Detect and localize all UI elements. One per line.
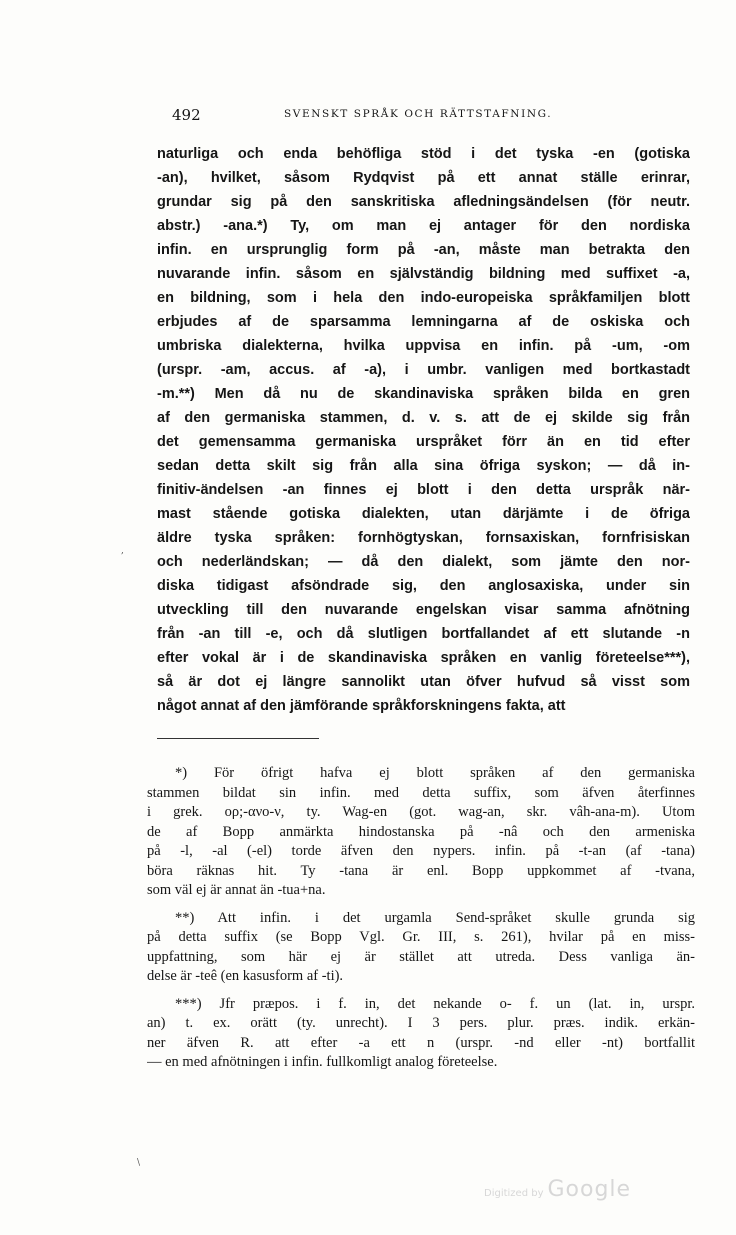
text-line: -m.**) Men då nu de skandinaviska språken bilda en gren <box>157 386 690 402</box>
footnote-separator <box>157 738 319 739</box>
footnote-gap <box>147 987 695 995</box>
text-line: utveckling till den nuvarande engelskan visar samma afnötning <box>157 602 690 618</box>
footnote-gap <box>147 901 695 909</box>
google-logo: Google <box>547 1177 632 1202</box>
text-line: diska tidigast afsöndrade sig, den anglosaxiska, under sin <box>157 578 690 594</box>
margin-mark: \ <box>137 1158 141 1168</box>
footnote-line: på detta suffix (se Bopp Vgl. Gr. III, s. 261), hvilar på en miss- <box>147 929 695 945</box>
text-line: och nederländskan; — då den dialekt, som jämte den nor- <box>157 554 690 570</box>
text-line: erbjudes af de sparsamma lemningarna af de oskiska och <box>157 314 690 330</box>
watermark <box>484 1177 631 1202</box>
footnote-line: som väl ej är annat än -tua+na. <box>147 882 326 898</box>
footnote-line: i grek. ορ;-ανο-ν, ty. Wag-en (got. wag-an, skr. vâh-ana-m). Utom <box>147 804 695 820</box>
text-line: infin. en ursprunglig form på -an, måste man betrakta den <box>157 242 690 258</box>
footnote-line: **) Att infin. i det urgamla Send-språket skulle grunda sig <box>175 909 695 926</box>
text-line: efter vokal är i de skandinaviska språken en vanlig företeelse***), <box>157 650 690 666</box>
footnote-line: stammen bildat sin infin. med detta suffix, som äfven återfinnes <box>147 784 695 801</box>
text-line: grundar sig på den sanskritiska afledningsändelsen (för neutr. <box>157 194 690 210</box>
watermark-prefix: Digitized by <box>484 1188 544 1199</box>
text-line: från -an till -e, och då slutligen bortfallandet af ett slutande -n <box>157 626 690 642</box>
text-line: något annat af den jämförande språkforskningens fakta, att <box>157 698 566 714</box>
page-number: 492 <box>172 106 201 124</box>
footnotes <box>147 764 695 1073</box>
text-line: umbriska dialekterna, hvilka uppvisa en infin. på -um, -om <box>157 338 690 354</box>
footnote-line: böra räknas hit. Ty -tana är enl. Bopp uppkommet af -tvana, <box>147 862 695 879</box>
running-title: SVENSKT SPRÅK OCH RÄTTSTAFNING. <box>284 108 553 120</box>
text-line: äldre tyska språken: fornhögtyskan, fornsaxiskan, fornfrisiskan <box>157 530 690 546</box>
footnote-line: an) t. ex. orätt (ty. unrecht). I 3 pers. plur. præs. indik. erkän- <box>147 1015 695 1031</box>
footnote-line: ner äfven R. att efter -a ett n (urspr. -nd eller -nt) bortfallit <box>147 1034 695 1051</box>
footnote-line: *) För öfrigt hafva ej blott språken af den germaniska <box>175 765 695 781</box>
text-line: abstr.) -ana.*) Ty, om man ej antager för den nordiska <box>157 218 690 234</box>
text-line: så är dot ej längre sannolikt utan öfver hufvud så visst som <box>157 674 690 690</box>
text-line: af den germaniska stammen, d. v. s. att de ej skilde sig från <box>157 410 690 426</box>
footnote-line: uppfattning, som här ej är stället att utreda. Dess vanliga än- <box>147 948 695 965</box>
footnote-fn3 <box>147 995 695 1073</box>
main-text <box>157 142 690 718</box>
text-line: det gemensamma germaniska urspråket förr än en tid efter <box>157 434 690 450</box>
text-line: sedan detta skilt sig från alla sina öfriga syskon; — då in- <box>157 458 690 474</box>
margin-mark: , <box>121 546 124 556</box>
text-line: -an), hvilket, såsom Rydqvist på ett annat ställe erinrar, <box>157 170 690 186</box>
footnote-line: delse är -teê (en kasusform af -ti). <box>147 968 344 984</box>
footnote-line: på -l, -al (-el) torde äfven den nypers. infin. på -t-an (af -tana) <box>147 843 695 859</box>
text-line: finitiv-ändelsen -an finnes ej blott i den detta urspråk när- <box>157 482 690 498</box>
text-line: mast stående gotiska dialekten, utan därjämte i de öfriga <box>157 506 690 522</box>
text-line: (urspr. -am, accus. af -a), i umbr. vanligen med bortkastadt <box>157 362 690 378</box>
text-line: en bildning, som i hela den indo-europeiska språkfamiljen blott <box>157 290 690 306</box>
footnote-line: ***) Jfr præpos. i f. in, det nekande o- f. un (lat. in, urspr. <box>175 995 695 1012</box>
text-line: nuvarande infin. såsom en självständig bildning med suffixet -a, <box>157 266 690 282</box>
footnote-line: de af Bopp anmärkta hindostanska på -nâ och den armeniska <box>147 823 695 840</box>
footnote-line: — en med afnötningen i infin. fullkomligt analog företeelse. <box>147 1054 498 1070</box>
footnote-fn1 <box>147 764 695 901</box>
page-header <box>172 106 692 128</box>
footnote-fn2 <box>147 909 695 987</box>
text-line: naturliga och enda behöfliga stöd i det tyska -en (gotiska <box>157 146 690 162</box>
